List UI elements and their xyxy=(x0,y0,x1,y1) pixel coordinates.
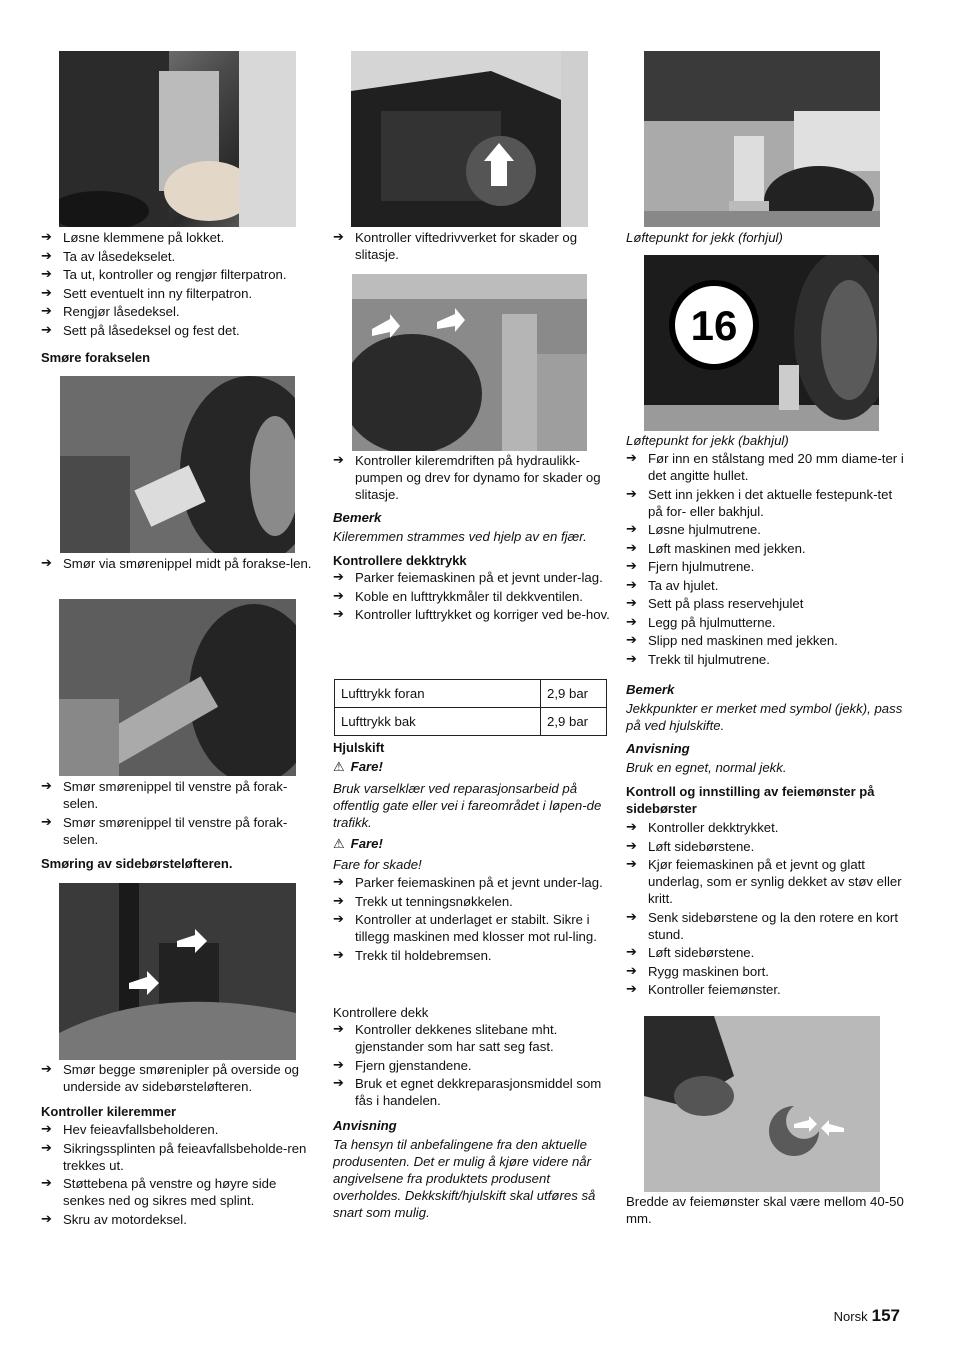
col1-list2 xyxy=(41,555,321,574)
list-item: ➔ Smør via smørenippel midt på forakse-len. xyxy=(41,555,321,572)
jack-rear-photo xyxy=(644,255,879,431)
danger-label-text: Fare! xyxy=(350,759,383,774)
list-item: ➔ Før inn en stålstang med 20 mm diame-ter i det angitte hullet. xyxy=(626,450,906,484)
list-item: ➔ Trekk til holdebremsen. xyxy=(333,947,613,964)
danger-label-2 xyxy=(333,835,383,853)
belt-drive-photo xyxy=(352,274,587,451)
air-filter-photo xyxy=(59,51,296,227)
col1-list4 xyxy=(41,1061,321,1097)
note-text: Kileremmen strammes ved hjelp av en fjær. xyxy=(333,529,587,544)
list-item: ➔ Bruk et egnet dekkreparasjonsmiddel som fås i handelen. xyxy=(333,1075,613,1109)
list-item: ➔ Kontroller at underlaget er stabilt. Sikre i tillegg maskinen med klosser mot rul-ling. xyxy=(333,911,613,945)
note-label-2: Bemerk xyxy=(626,682,675,697)
list-item: ➔ Løsne klemmene på lokket. xyxy=(41,229,321,246)
list-item: ➔ Fjern hjulmutrene. xyxy=(626,558,906,575)
jack-front-photo xyxy=(644,51,880,227)
advice-text: Ta hensyn til anbefalingene fra den aktuelle produsenten. Det er mulig å kjøre videre når angivelsene fra produktets produsent overholdes. Dekkskift/hjulskift skal utføres så snart som mulig. xyxy=(333,1137,596,1220)
list-item: ➔ Ta av hjulet. xyxy=(626,577,906,594)
note-text-2: Jekkpunkter er merket med symbol (jekk), pass på ved hjulskifte. xyxy=(626,701,903,733)
list-item: ➔ Rygg maskinen bort. xyxy=(626,963,906,980)
advice-text-2: Bruk en egnet, normal jekk. xyxy=(626,760,787,775)
list-item: ➔ Kjør feiemaskinen på et jevnt og glatt underlag, som er synlig dekket av støv eller kritt. xyxy=(626,856,906,907)
list-item: ➔ Skru av motordeksel. xyxy=(41,1211,321,1228)
list-item: ➔ Parker feiemaskinen på et jevnt under-lag. xyxy=(333,569,613,586)
footer-language: Norsk xyxy=(833,1309,868,1324)
list-item: ➔ Sett inn jekken i det aktuelle festepunk-tet på for- eller bakhjul. xyxy=(626,486,906,520)
page-number: 157 xyxy=(871,1306,900,1325)
heading-check-belts: Kontroller kileremmer xyxy=(41,1104,177,1119)
list-item: ➔ Legg på hjulmutterne. xyxy=(626,614,906,631)
list-item: ➔ Støttebena på venstre og høyre side senkes ned og sikres med splint. xyxy=(41,1175,321,1209)
table-cell: Lufttrykk bak xyxy=(335,708,541,736)
warning-icon: ⚠ xyxy=(333,837,345,852)
sign-number: 16 xyxy=(690,302,738,349)
list-item: ➔ Ta ut, kontroller og rengjør filterpatron. xyxy=(41,266,321,283)
list-item: ➔ Kontroller dekkenes slitebane mht. gjenstander som har satt seg fast. xyxy=(333,1021,613,1055)
list-item: ➔ Sett på låsedeksel og fest det. xyxy=(41,322,321,339)
list-item: ➔ Sett eventuelt inn ny filterpatron. xyxy=(41,285,321,302)
list-item: ➔ Løft sidebørstene. xyxy=(626,838,906,855)
sweep-pattern-photo xyxy=(644,1016,880,1192)
list-item: ➔ Rengjør låsedeksel. xyxy=(41,303,321,320)
advice-label: Anvisning xyxy=(333,1118,397,1133)
warning-icon: ⚠ xyxy=(333,760,345,775)
list-item: ➔ Slipp ned maskinen med jekken. xyxy=(626,632,906,649)
list-item: ➔ Smør smørenippel til venstre på forak-selen. xyxy=(41,778,321,812)
list-item: ➔ Kontroller dekktrykket. xyxy=(626,819,906,836)
fan-drive-photo xyxy=(351,51,588,227)
danger-text: Bruk varselklær ved reparasjonsarbeid på offentlig gate eller vei i fareområdet i løpen-de trafikk. xyxy=(333,781,602,830)
list-item: ➔ Sett på plass reservehjulet xyxy=(626,595,906,612)
list-item: ➔ Kontroller viftedrivverket for skader og slitasje. xyxy=(333,229,613,263)
list-item: ➔ Smør begge smørenipler på overside og underside av sidebørsteløfteren. xyxy=(41,1061,321,1095)
heading-sweep-pattern: Kontroll og innstilling av feiemønster på sidebørster xyxy=(626,784,875,816)
list-item: ➔ Løft maskinen med jekken. xyxy=(626,540,906,557)
table-row xyxy=(335,708,607,736)
col2-list4 xyxy=(333,874,613,965)
list-item: ➔ Ta av låsedekselet. xyxy=(41,248,321,265)
table-row xyxy=(335,680,607,708)
list-item: ➔ Kontroller feiemønster. xyxy=(626,981,906,998)
list-item: ➔ Løsne hjulmutrene. xyxy=(626,521,906,538)
advice-label-2: Anvisning xyxy=(626,741,690,756)
col2-list2 xyxy=(333,452,613,505)
heading-side-brush-lubrication: Smøring av sidebørsteløfteren. xyxy=(41,856,233,871)
col1-list3 xyxy=(41,778,321,849)
check-tyres-label: Kontrollere dekk xyxy=(333,1005,429,1020)
note-label: Bemerk xyxy=(333,510,382,525)
page-footer xyxy=(834,1307,900,1325)
table-cell: 2,9 bar xyxy=(541,708,607,736)
col1-list1 xyxy=(41,229,321,340)
col1-list5 xyxy=(41,1121,321,1229)
heading-tyre-pressure: Kontrollere dekktrykk xyxy=(333,553,467,568)
col3-list1 xyxy=(626,450,906,669)
danger-text-2: Fare for skade! xyxy=(333,857,422,872)
col2-list3 xyxy=(333,569,613,625)
list-item: ➔ Løft sidebørstene. xyxy=(626,944,906,961)
list-item: ➔ Kontroller kileremdriften på hydraulikk-pumpen og drev for dynamo for skader og slitasje. xyxy=(333,452,613,503)
side-brush-lifter-photo xyxy=(59,883,296,1060)
list-item: ➔ Koble en lufttrykkmåler til dekkventilen. xyxy=(333,588,613,605)
front-axle-photo-2 xyxy=(59,599,296,776)
table-cell: 2,9 bar xyxy=(541,680,607,708)
caption-jack-front: Løftepunkt for jekk (forhjul) xyxy=(626,230,783,245)
danger-label xyxy=(333,758,383,776)
caption-sweep-width: Bredde av feiemønster skal være mellom 40-50 mm. xyxy=(626,1194,904,1226)
caption-jack-rear: Løftepunkt for jekk (bakhjul) xyxy=(626,433,789,448)
list-item: ➔ Trekk til hjulmutrene. xyxy=(626,651,906,668)
front-axle-photo-1 xyxy=(60,376,295,553)
col2-list1 xyxy=(333,229,613,265)
list-item: ➔ Hev feieavfallsbeholderen. xyxy=(41,1121,321,1138)
list-item: ➔ Trekk ut tenningsnøkkelen. xyxy=(333,893,613,910)
col3-list2 xyxy=(626,819,906,1000)
list-item: ➔ Smør smørenippel til venstre på forak-selen. xyxy=(41,814,321,848)
danger-label-text: Fare! xyxy=(350,836,383,851)
list-item: ➔ Fjern gjenstandene. xyxy=(333,1057,613,1074)
table-cell: Lufttrykk foran xyxy=(335,680,541,708)
list-item: ➔ Parker feiemaskinen på et jevnt under-lag. xyxy=(333,874,613,891)
heading-wheel-change: Hjulskift xyxy=(333,740,385,755)
pressure-table xyxy=(334,679,607,736)
heading-front-axle: Smøre forakselen xyxy=(41,350,151,365)
list-item: ➔ Sikringssplinten på feieavfallsbeholde-ren trekkes ut. xyxy=(41,1140,321,1174)
list-item: ➔ Kontroller lufttrykket og korriger ved be-hov. xyxy=(333,606,613,623)
list-item: ➔ Senk sidebørstene og la den rotere en kort stund. xyxy=(626,909,906,943)
col2-list5 xyxy=(333,1021,613,1111)
